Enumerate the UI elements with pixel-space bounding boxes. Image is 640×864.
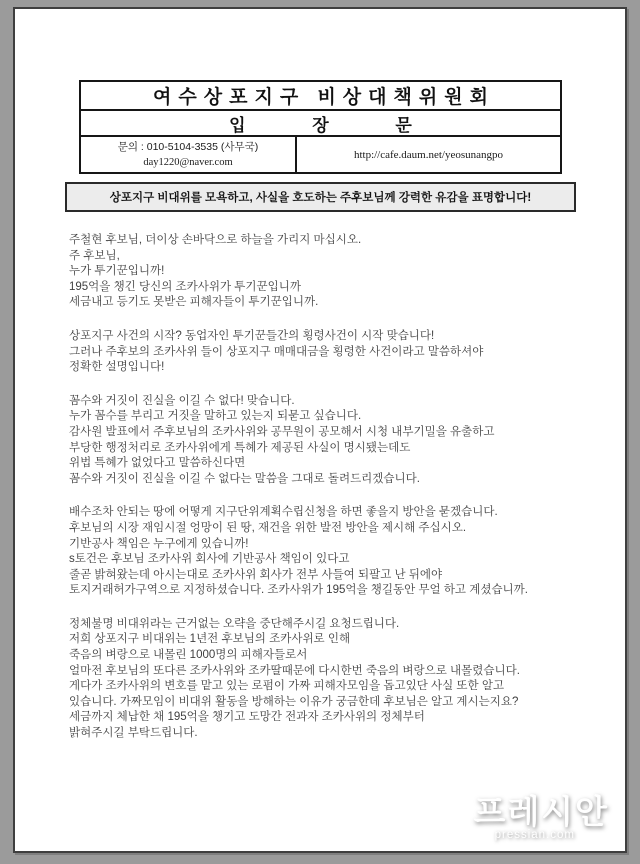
org-title: 여수상포지구 비상대책위원회 [81,82,560,111]
document-page [13,7,627,853]
pressian-domain: pressian.com [494,829,575,841]
body-line: 배수조차 안되는 땅에 어떻게 지구단위계획수립신청을 하면 좋을지 방안을 묻겠습니다. [69,506,498,519]
body-line: 감사원 발표에서 주후보님의 조카사위와 공무원이 공모해서 시청 내부기밀을 유출하고 [69,425,495,438]
body-line: 죽음의 벼랑으로 내몰린 1000명의 피해자들로서 [69,649,308,662]
body-line: 줄곧 밝혀왔는데 아시는대로 조카사위 회사가 전부 사들여 되팔고 난 뒤에야 [69,568,443,581]
body-line: 부당한 행정처리로 조카사위에게 특혜가 제공된 사실이 명시됐는데도 [69,441,411,454]
body-line: s토건은 후보님 조카사위 회사에 기반공사 책임이 있다고 [69,553,350,566]
paragraph [69,233,599,311]
body-line: 주철현 후보님, 더이상 손바닥으로 하늘을 가리지 마십시오. [69,234,362,246]
body-line: 후보님의 시장 재임시절 엉망이 된 땅, 재건을 위한 발전 방안을 제시해 주십시오. [69,521,467,534]
header-table [79,80,562,174]
watermark [473,793,609,841]
body-line: 얼마전 후보님의 또다른 조카사위와 조카딸때문에 다시한번 죽음의 벼랑으로 내몰렸습니다. [69,664,520,677]
body-line: 정체불명 비대위라는 근거없는 오략을 중단해주시길 요청드립니다. [69,617,400,630]
body-line: 정확한 설명입니다! [69,361,165,374]
body-line: 195억을 챙긴 당신의 조카사위가 투기꾼입니까 [69,280,301,293]
paragraph [69,394,599,488]
body-line: 기반공사 책임은 누구에게 있습니까! [69,537,249,550]
body-line: 그러나 주후보의 조카사위 들이 상포지구 매매대금을 횡령한 사건이라고 말씀하셔야 [69,345,484,358]
document-body [69,233,599,760]
contact-email: day1220@naver.com [143,156,233,168]
body-line: 위법 특혜가 없었다고 말씀하신다면 [69,457,246,470]
body-line: 누가 투기꾼입니까! [69,265,165,278]
contact-cell [81,137,297,172]
header-contact-row [81,137,560,172]
body-line: 세금까지 체납한 채 195억을 챙기고 도망간 전과자 조카사위의 정체부터 [69,711,425,724]
body-line: 밝혀주시길 부탁드립니다. [69,727,198,740]
paragraph [69,617,599,742]
body-line: 누가 꼼수를 부리고 거짓을 말하고 있는지 되묻고 싶습니다. [69,410,362,423]
body-line: 있습니다. 가짜모임이 비대위 활동을 방해하는 이유가 궁금한데 후보님은 알고 계시는지요? [69,695,519,708]
pressian-logo: 프레시안 [473,793,609,830]
website-url: http://cafe.daum.net/yeosunangpo [353,148,504,161]
body-line: 게다가 조카사위의 변호를 맡고 있는 로펌이 가짜 피해자모임을 돕고있단 사실 또한 알고 [69,680,505,693]
document-title: 입 장 문 [81,111,560,137]
body-line: 세금내고 등기도 못받은 피해자들이 투기꾼입니까. [69,296,319,309]
paragraph [69,329,599,376]
body-line: 주 후보님, [69,249,120,262]
body-line: 꼼수와 거짓이 진실을 이길 수 없다! 맞습니다. [69,394,295,407]
body-line: 저희 상포지구 비대위는 1년전 후보님의 조카사위로 인해 [69,633,351,646]
body-line: 꼼수와 거짓이 진실을 이길 수 없다는 말씀을 그대로 돌려드리겠습니다. [69,472,420,485]
body-line: 토지거래허가구역으로 지정하셨습니다. 조카사위가 195억을 챙길동안 무얼 하고 계셨습니까. [69,584,528,597]
contact-phone: 문의 : 010-5104-3535 (사무국) [117,140,259,153]
body-line: 상포지구 사건의 시작? 동업자인 투기꾼들간의 횡령사건이 시작 맞습니다! [69,329,435,342]
paragraph [69,505,599,599]
notice-banner: 상포지구 비대위를 모욕하고, 사실을 호도하는 주후보님께 강력한 유감을 표명합니다! [65,182,576,212]
